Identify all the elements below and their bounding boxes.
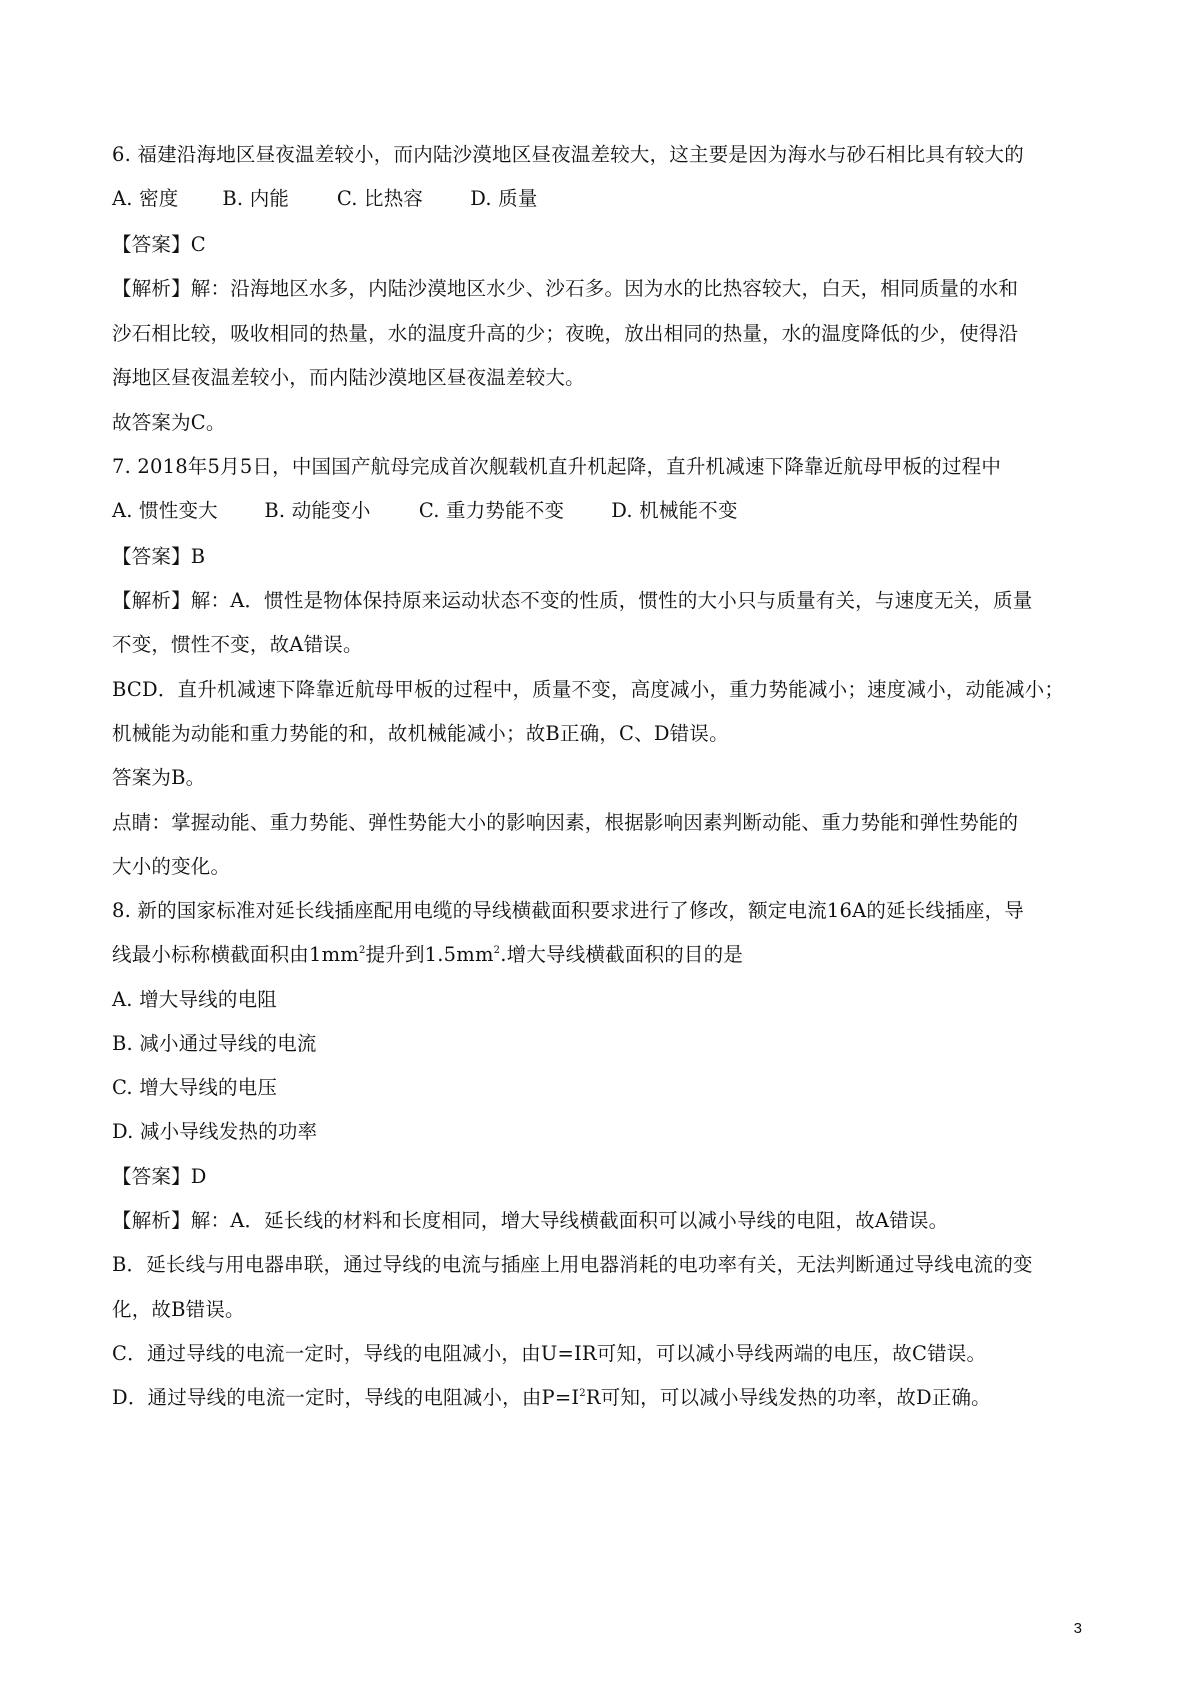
question-8-stem: 8. 新的国家标准对延长线插座配用电缆的导线横截面积要求进行了修改，额定电流16A的延长线插座，导 bbox=[112, 899, 1024, 922]
question-8-analysis-line: C．通过导线的电流一定时，导线的电阻减小，由U=IR可知，可以减小导线两端的电压，故C错误。 bbox=[112, 1342, 987, 1365]
option-a: A. 惯性变大 bbox=[112, 499, 218, 522]
question-8-analysis-line: 【解析】解：A．延长线的材料和长度相同，增大导线横截面积可以减小导线的电阻，故A错误。 bbox=[112, 1209, 949, 1232]
question-7-conclusion: 答案为B。 bbox=[112, 766, 206, 789]
question-8-analysis-line: B．延长线与用电器串联，通过导线的电流与插座上用电器消耗的电功率有关，无法判断通过导线电流的变 bbox=[112, 1253, 1033, 1276]
option-a: A. 密度 bbox=[112, 187, 179, 210]
question-7-comment: 大小的变化。 bbox=[112, 855, 231, 878]
question-7-options bbox=[112, 498, 1102, 524]
question-6-conclusion: 故答案为C。 bbox=[112, 411, 226, 434]
option-d: D. 减小导线发热的功率 bbox=[112, 1120, 318, 1143]
question-8-analysis-line: 化，故B错误。 bbox=[112, 1298, 245, 1321]
question-8-answer: 【答案】D bbox=[112, 1165, 207, 1188]
question-7-stem: 7. 2018年5月5日，中国国产航母完成首次舰载机直升机起降，直升机减速下降靠近航母甲板的过程中 bbox=[112, 455, 1002, 478]
question-7-analysis-line: 【解析】解：A．惯性是物体保持原来运动状态不变的性质，惯性的大小只与质量有关，与速度无关，质量 bbox=[112, 589, 1033, 612]
question-6-answer: 【答案】C bbox=[112, 233, 206, 256]
question-6-stem: 6. 福建沿海地区昼夜温差较小，而内陆沙漠地区昼夜温差较大，这主要是因为海水与砂石相比具有较大的 bbox=[112, 143, 1024, 166]
question-8-stem-continued: 线最小标称横截面积由$1mm^2$提升到$1.5mm^2$.增大导线横截面积的目的是 bbox=[112, 943, 744, 966]
option-b: B. 减小通过导线的电流 bbox=[112, 1032, 317, 1055]
question-6-analysis-line: 沙石相比较，吸收相同的热量，水的温度升高的少；夜晚，放出相同的热量，水的温度降低的少，使得沿 bbox=[112, 322, 1019, 345]
question-6-analysis-line: 海地区昼夜温差较小，而内陆沙漠地区昼夜温差较大。 bbox=[112, 366, 585, 389]
option-d: D. 机械能不变 bbox=[611, 499, 738, 522]
question-7-analysis-line: 机械能为动能和重力势能的和，故机械能减小；故B正确，C、D错误。 bbox=[112, 722, 729, 745]
option-b: B. 内能 bbox=[222, 187, 290, 210]
option-c: C. 比热容 bbox=[336, 187, 424, 210]
option-c: C. 重力势能不变 bbox=[418, 499, 565, 522]
question-6-options bbox=[112, 186, 1102, 212]
option-a: A. 增大导线的电阻 bbox=[112, 988, 277, 1011]
page-number: 3 bbox=[1073, 1620, 1082, 1637]
question-8-analysis-line: D．通过导线的电流一定时，导线的电阻减小，由$P=I^2R$可知，可以减小导线发热的功率，故D正确。 bbox=[112, 1386, 991, 1409]
option-c: C. 增大导线的电压 bbox=[112, 1076, 278, 1099]
question-7-comment: 点睛：掌握动能、重力势能、弹性势能大小的影响因素，根据影响因素判断动能、重力势能和弹性势能的 bbox=[112, 811, 1019, 834]
question-7-answer: 【答案】B bbox=[112, 545, 206, 568]
question-7-analysis-line: BCD．直升机减速下降靠近航母甲板的过程中，质量不变，高度减小，重力势能减小；速度减小，动能减小； bbox=[112, 678, 1065, 701]
question-7-analysis-line: 不变，惯性不变，故A错误。 bbox=[112, 633, 363, 656]
question-6-analysis-line: 【解析】解：沿海地区水多，内陆沙漠地区水少、沙石多。因为水的比热容较大，白天，相同质量的水和 bbox=[112, 277, 1019, 300]
option-d: D. 质量 bbox=[470, 187, 538, 210]
option-b: B. 动能变小 bbox=[264, 499, 371, 522]
